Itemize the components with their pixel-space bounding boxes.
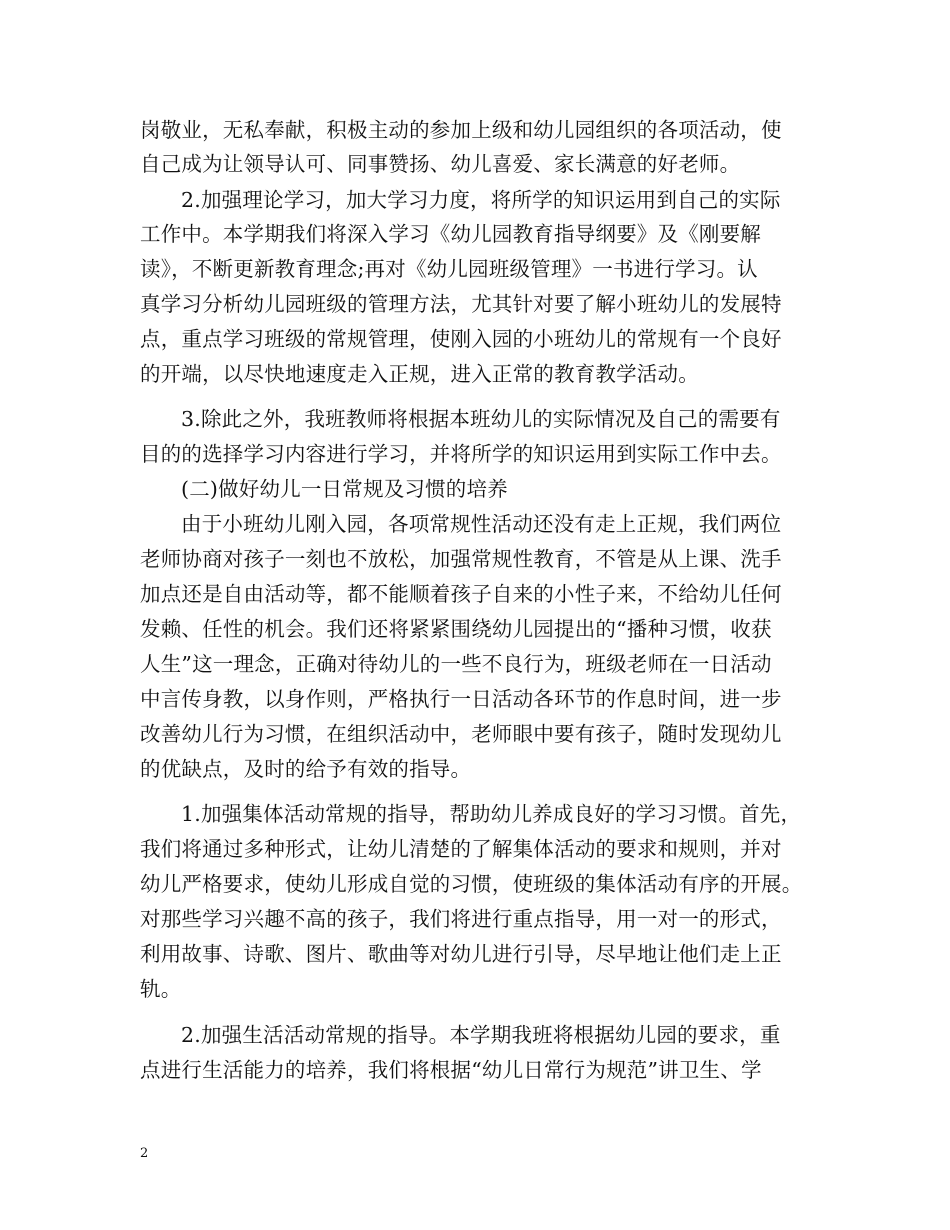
text-line: 3.除此之外，我班教师将根据本班幼儿的实际情况及自己的需要有	[181, 407, 781, 431]
text-line: 2.加强理论学习，加大学习力度，将所学的知识运用到自己的实际	[181, 188, 781, 212]
text-line: 点进行生活能力的培养，我们将根据“幼儿日常行为规范”讲卫生、学	[140, 1058, 762, 1082]
text-line: 利用故事、诗歌、图片、歌曲等对幼儿进行引导，尽早地让他们走上正	[140, 942, 782, 966]
text-line: 加点还是自由活动等，都不能顺着孩子自来的小性子来，不给幼儿任何	[140, 582, 782, 606]
text-line: 岗敬业，无私奉献，积极主动的参加上级和幼儿园组织的各项活动，使	[140, 118, 782, 142]
text-line: 2.加强生活活动常规的指导。本学期我班将根据幼儿园的要求，重	[181, 1023, 781, 1047]
text-line: 由于小班幼儿刚入园，各项常规性活动还没有走上正规，我们两位	[181, 512, 782, 536]
text-line: 的开端，以尽快地速度走入正规，进入正常的教育教学活动。	[140, 362, 699, 386]
text-line: 发赖、任性的机会。我们还将紧紧围绕幼儿园提出的“播种习惯，收获	[140, 617, 772, 641]
text-line: 老师协商对孩子一刻也不放松，加强常规性教育，不管是从上课、洗手	[140, 547, 782, 571]
text-line: 人生”这一理念，正确对待幼儿的一些不良行为，班级老师在一日活动	[140, 652, 772, 676]
section-heading: (二)做好幼儿一日常规及习惯的培养	[181, 477, 508, 501]
text-line: 目的的选择学习内容进行学习，并将所学的知识运用到实际工作中去。	[140, 442, 782, 466]
text-line: 幼儿严格要求，使幼儿形成自觉的习惯，使班级的集体活动有序的开展。	[140, 872, 803, 896]
text-line: 真学习分析幼儿园班级的管理方法，尤其针对要了解小班幼儿的发展特	[140, 292, 782, 316]
page-number: 2	[140, 1146, 149, 1161]
text-line: 中言传身教，以身作则，严格执行一日活动各环节的作息时间，进一步	[140, 687, 782, 711]
text-line: 我们将通过多种形式，让幼儿清楚的了解集体活动的要求和规则，并对	[140, 837, 782, 861]
text-line: 的优缺点，及时的给予有效的指导。	[140, 757, 472, 781]
text-line: 1.加强集体活动常规的指导，帮助幼儿养成良好的学习习惯。首先，	[181, 802, 802, 826]
text-line: 自己成为让领导认可、同事赞扬、幼儿喜爱、家长满意的好老师。	[140, 152, 741, 176]
text-line: 轨。	[140, 977, 182, 1001]
text-line: 点，重点学习班级的常规管理，使刚入园的小班幼儿的常规有一个良好	[140, 327, 782, 351]
text-line: 读》，不断更新教育理念;再对《幼儿园班级管理》一书进行学习。认	[140, 257, 758, 281]
text-line: 改善幼儿行为习惯，在组织活动中，老师眼中要有孩子，随时发现幼儿	[140, 722, 782, 746]
text-line: 对那些学习兴趣不高的孩子，我们将进行重点指导，用一对一的形式，	[140, 907, 782, 931]
text-line: 工作中。本学期我们将深入学习《幼儿园教育指导纲要》及《刚要解	[140, 222, 761, 246]
